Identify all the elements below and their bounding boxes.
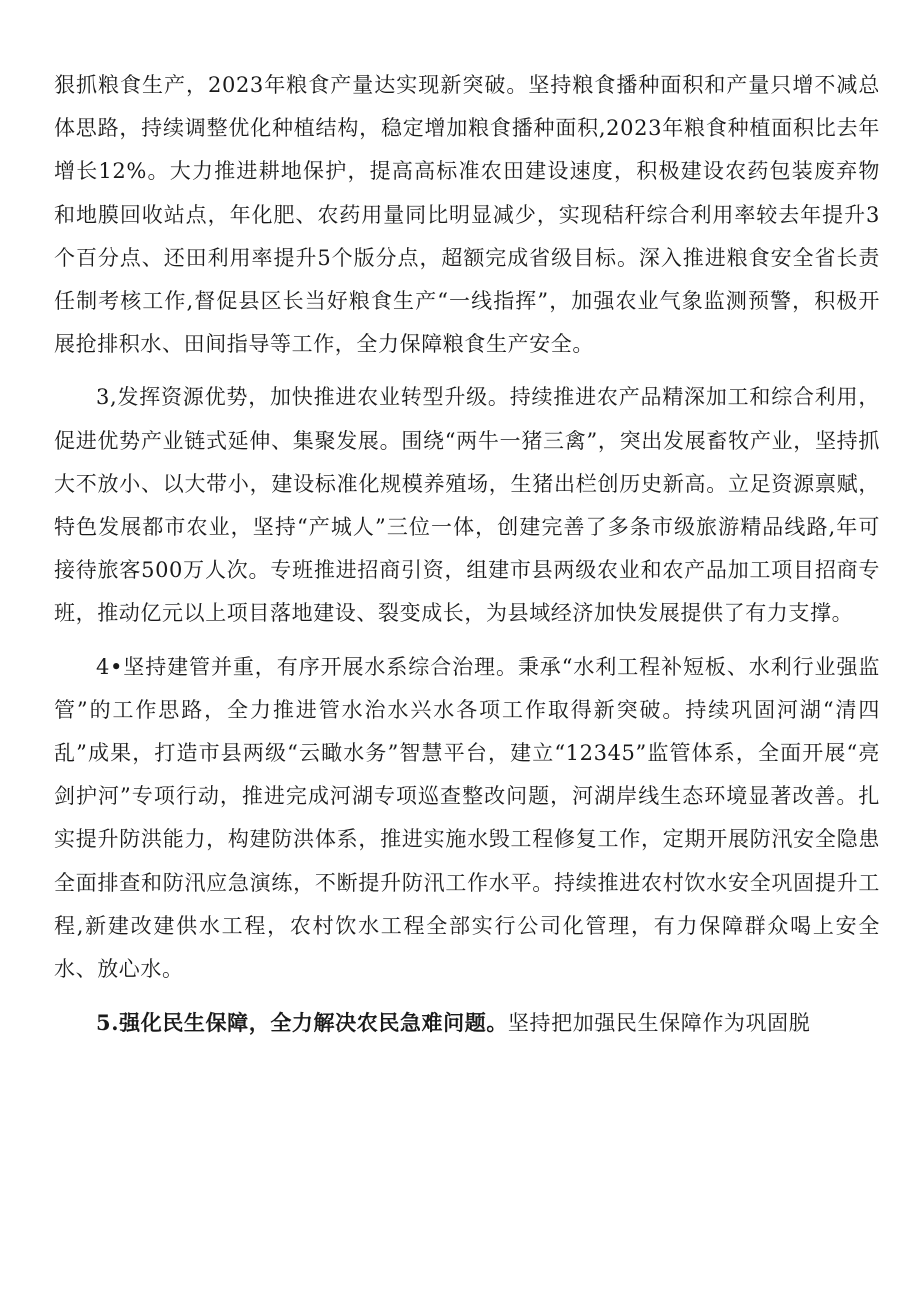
- paragraph-grain-production: [54, 64, 880, 366]
- paragraph-lead: 5.强化民生保障，全力解决农民急难问题。: [96, 1010, 508, 1036]
- paragraph-livelihood: [54, 1001, 880, 1045]
- document-page: [54, 64, 880, 1055]
- paragraph-text: 狠抓粮食生产，2023年粮食产量达实现新突破。坚持粮食播种面积和产量只增不减总体思路，持续调整优化种植结构，稳定增加粮食播种面积,2023年粮食种植面积比去年增长12%。大力推进耕地保护，提高高标准农田建设速度，积极建设农药包装废弃物和地膜回收站点，年化肥、农药用量同比明显减少，实现秸秆综合利用率较去年提升3个百分点、还田利用率提升5个版分点，超额完成省级目标。深入推进粮食安全省长责任制考核工作,督促县区长当好粮食生产“一线指挥”，加强农业气象监测预警，积极开展抢排积水、田间指导等工作，全力保障粮食生产安全。: [54, 73, 880, 357]
- paragraph-text: 坚持把加强民生保障作为巩固脱: [507, 1011, 811, 1036]
- paragraph-agri-transformation: [54, 376, 880, 635]
- paragraph-text: 3,发挥资源优势，加快推进农业转型升级。持续推进农产品精深加工和综合利用，促进优势产业链式延伸、集聚发展。围绕“两牛一猪三禽”，突出发展畜牧产业，坚持抓大不放小、以大带小，建设标准化规模养殖场，生猪出栏创历史新高。立足资源禀赋，特色发展都市农业，坚持“产城人”三位一体，创建完善了多条市级旅游精品线路,年可接待旅客500万人次。专班推进招商引资，组建市县两级农业和农产品加工项目招商专班，推动亿元以上项目落地建设、裂变成长，为县域经济加快发展提供了有力支撑。: [54, 385, 880, 626]
- paragraph-text: 4•坚持建管并重，有序开展水系综合治理。秉承“水利工程补短板、水利行业强监管”的工作思路，全力推进管水治水兴水各项工作取得新突破。持续巩固河湖“清四乱”成果，打造市县两级“云瞰水务”智慧平台，建立“12345”监管体系，全面开展“亮剑护河”专项行动，推进完成河湖专项巡查整改问题，河湖岸线生态环境显著改善。扎实提升防洪能力，构建防洪体系，推进实施水毁工程修复工作，定期开展防汛安全隐患全面排查和防汛应急演练，不断提升防汛工作水平。持续推进农村饮水安全巩固提升工程,新建改建供水工程，农村饮水工程全部实行公司化管理，有力保障群众喝上安全水、放心水。: [54, 654, 880, 982]
- paragraph-water-governance: [54, 646, 880, 992]
